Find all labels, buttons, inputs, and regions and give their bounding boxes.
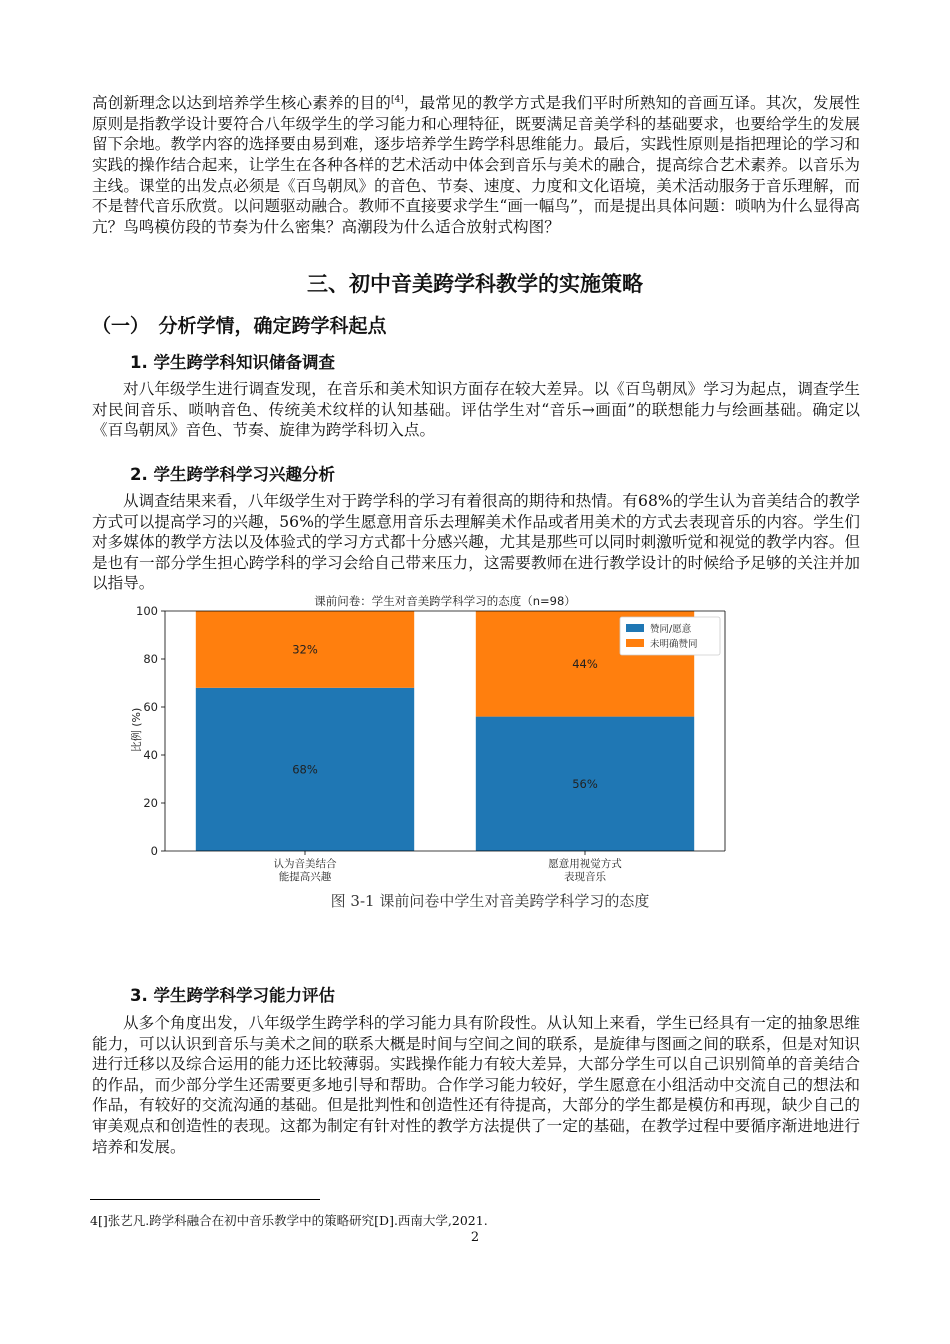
legend-label: 未明确赞同 <box>650 639 698 650</box>
heading-knowledge-survey: 1. 学生跨学科知识储备调查 <box>130 353 335 372</box>
footnote: 4[]张艺凡.跨学科融合在初中音乐教学中的策略研究[D].西南大学,2021. <box>90 1213 488 1228</box>
chart-title: 课前问卷：学生对音美跨学科学习的态度（n=98） <box>314 594 576 608</box>
x-tick-label: 认为音美结合能提高兴趣 <box>273 858 337 883</box>
y-axis-label: 比例 (%) <box>130 707 143 753</box>
chart-legend <box>620 617 720 655</box>
legend-swatch <box>626 624 644 632</box>
section-title: 三、初中音美跨学科教学的实施策略 <box>307 272 643 296</box>
heading-ability-assessment: 3. 学生跨学科学习能力评估 <box>130 986 335 1005</box>
y-tick-label: 40 <box>143 748 158 762</box>
heading-interest-analysis: 2. 学生跨学科学习兴趣分析 <box>130 465 335 484</box>
paragraph-interest-analysis: 从调查结果来看，八年级学生对于跨学科的学习有着很高的期待和热情。有68%的学生认为音美结合的教学方式可以提高学习的兴趣，56%的学生愿意用音乐去理解美术作品或者用美术的方式去表现音乐的内容。学生们对多媒体的教学方法以及体验式的学习方式都十分感兴趣，尤其是那些可以同时刺激听觉和视觉的教学内容。但是也有一部分学生担心跨学科的学习会给自己带来压力，这需要教师在进行教学设计的时候给予足够的关注并加以指导。 <box>92 492 860 593</box>
legend-label: 赞同/愿意 <box>650 624 692 635</box>
paragraph-knowledge-survey: 对八年级学生进行调查发现，在音乐和美术知识方面存在较大差异。以《百鸟朝凤》学习为起点，调查学生对民间音乐、唢呐音色、传统美术纹样的认知基础。评估学生对“音乐→画面”的联想能力与绘画基础。确定以《百鸟朝凤》音色、节奏、旋律为跨学科切入点。 <box>92 380 860 440</box>
footnote-divider <box>90 1199 320 1200</box>
y-tick-label: 100 <box>136 604 158 618</box>
x-tick-label: 愿意用视觉方式表现音乐 <box>548 858 622 883</box>
figure-caption: 图 3-1 课前问卷中学生对音美跨学科学习的态度 <box>330 892 650 910</box>
y-tick-label: 80 <box>143 652 158 666</box>
attitude-bar-chart <box>120 590 740 885</box>
y-tick-label: 0 <box>150 844 158 858</box>
page-number: 2 <box>470 1230 480 1245</box>
paragraph-ability-assessment: 从多个角度出发，八年级学生跨学科的学习能力具有阶段性。从认知上来看，学生已经具有一定的抽象思维能力，可以认识到音乐与美术之间的联系大概是时间与空间之间的联系，是旋律与图画之间的联系，但是对知识进行迁移以及综合运用的能力还比较薄弱。实践操作能力有较大差异，大部分学生可以自己识别简单的音美结合的作品，而少部分学生还需要更多地引导和帮助。合作学习能力较好，学生愿意在小组活动中交流自己的想法和作品，有较好的交流沟通的基础。但是批判性和创造性还有待提高，大部分的学生都是模仿和再现，缺少自己的审美观点和创造性的表现。这都为制定有针对性的教学方法提供了一定的基础，在教学过程中要循序渐进地进行培养和发展。 <box>92 1014 860 1156</box>
citation-marker[interactable]: [4] <box>390 95 404 105</box>
bar-data-label: 68% <box>292 762 318 777</box>
bar-data-label: 44% <box>572 656 598 671</box>
subsection-title: （一） 分析学情，确定跨学科起点 <box>92 315 387 337</box>
y-tick-label: 20 <box>143 796 158 810</box>
legend-swatch <box>626 639 644 647</box>
y-tick-label: 60 <box>143 700 158 714</box>
bar-data-label: 32% <box>292 642 318 657</box>
intro-paragraph: 高创新理念以达到培养学生核心素养的目的[4]，最常见的教学方式是我们平时所熟知的音画互译。其次，发展性原则是指教学设计要符合八年级学生的学习能力和心理特征，既要满足音美学科的基础要求，也要给学生的发展留下余地。教学内容的选择要由易到难，逐步培养学生跨学科思维能力。最后，实践性原则是指把理论的学习和实践的操作结合起来，让学生在各种各样的艺术活动中体会到音乐与美术的融合，提高综合艺术素养。以音乐为主线。课堂的出发点必须是《百鸟朝凤》的音色、节奏、速度、力度和文化语境，美术活动服务于音乐理解，而不是替代音乐欣赏。以问题驱动融合。教师不直接要求学生“画一幅鸟”，而是提出具体问题：唢呐为什么显得高亢？鸟鸣模仿段的节奏为什么密集？高潮段为什么适合放射式构图？ <box>92 94 860 236</box>
bar-data-label: 56% <box>572 776 598 791</box>
